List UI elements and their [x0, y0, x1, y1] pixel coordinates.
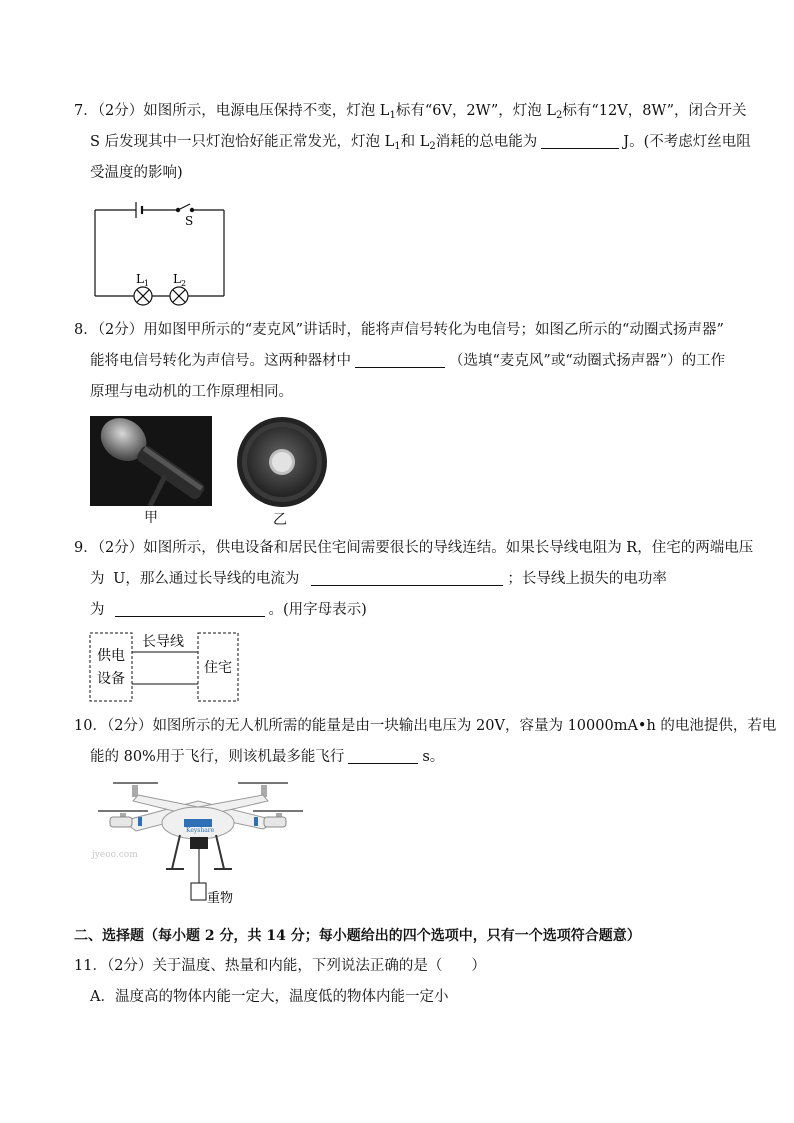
q9-line-3: 为 。(用字母表示)	[90, 602, 367, 618]
question-7	[74, 96, 751, 189]
answer-blank[interactable]	[311, 569, 503, 586]
drone-image	[88, 773, 308, 913]
caption-yi: 乙	[273, 512, 287, 528]
lamp2-label: $L_2$	[173, 272, 187, 288]
q8-line-3: 原理与电动机的工作原理相同。	[90, 384, 293, 400]
answer-blank[interactable]	[348, 747, 418, 764]
lamp1-label: $L_1$	[136, 272, 150, 288]
watermark: jyeoo.com	[92, 850, 138, 860]
q11-option-a[interactable]: A．温度高的物体内能一定大，温度低的物体内能一定小	[90, 989, 449, 1005]
q8-line-1: 8．（2分）用如图甲所示的“麦克风”讲话时，能将声信号转化为电信号；如图乙所示的“动圈式扬声器”	[74, 322, 724, 338]
microphone-image	[90, 416, 212, 506]
q7-line-2: S 后发现其中一只灯泡恰好能正常发光，灯泡 $L_1$和 $L_2$消耗的总电能为 J。(不考虑灯丝电阻	[90, 134, 751, 152]
circuit-diagram	[92, 196, 232, 308]
supply-label-1: 供电	[97, 648, 125, 664]
question-8	[74, 315, 724, 408]
answer-blank[interactable]	[541, 132, 619, 149]
power-line-diagram	[88, 630, 240, 704]
speaker-image	[236, 416, 328, 508]
question-9	[74, 533, 754, 626]
drone-brand: Keyshare	[186, 827, 215, 834]
q10-line-2: 能的 80%用于飞行，则该机最多能飞行 s。	[90, 749, 445, 765]
weight-box	[191, 883, 206, 900]
q11-stem: 11．（2分）关于温度、热量和内能，下列说法正确的是（ ）	[74, 958, 486, 974]
wire-label: 长导线	[142, 634, 184, 650]
answer-blank[interactable]	[115, 600, 265, 617]
answer-blank[interactable]	[355, 351, 445, 368]
question-10	[74, 711, 777, 773]
supply-label-2: 设备	[97, 671, 125, 687]
weight-label: 重物	[207, 891, 234, 906]
q7-line-3: 受温度的影响)	[90, 165, 183, 181]
section-2-header: 二、选择题（每小题 2 分，共 14 分；每小题给出的四个选项中，只有一个选项符合题意）	[74, 928, 641, 944]
question-11	[74, 951, 724, 1013]
q7-line-1: 7．（2分）如图所示，电源电压保持不变，灯泡 $L_1$标有“6V，2W”，灯泡 $L_2$标有“12V，8W”，闭合开关	[74, 103, 747, 121]
q8-line-2: 能将电信号转化为声信号。这两种器材中 （选填“麦克风”或“动圈式扬声器”）的工作	[90, 353, 726, 369]
q9-line-2: 为 U，那么通过长导线的电流为 ；长导线上损失的电功率	[90, 571, 667, 587]
q10-line-1: 10．（2分）如图所示的无人机所需的能量是由一块输出电压为 20V，容量为 10000mA•h 的电池提供，若电	[74, 718, 777, 734]
q9-line-1: 9．（2分）如图所示，供电设备和居民住宅间需要很长的导线连结。如果长导线电阻为 R，住宅的两端电压	[74, 540, 754, 556]
switch-label: S	[185, 214, 194, 228]
caption-jia: 甲	[144, 510, 158, 526]
house-label: 住宅	[204, 660, 232, 676]
